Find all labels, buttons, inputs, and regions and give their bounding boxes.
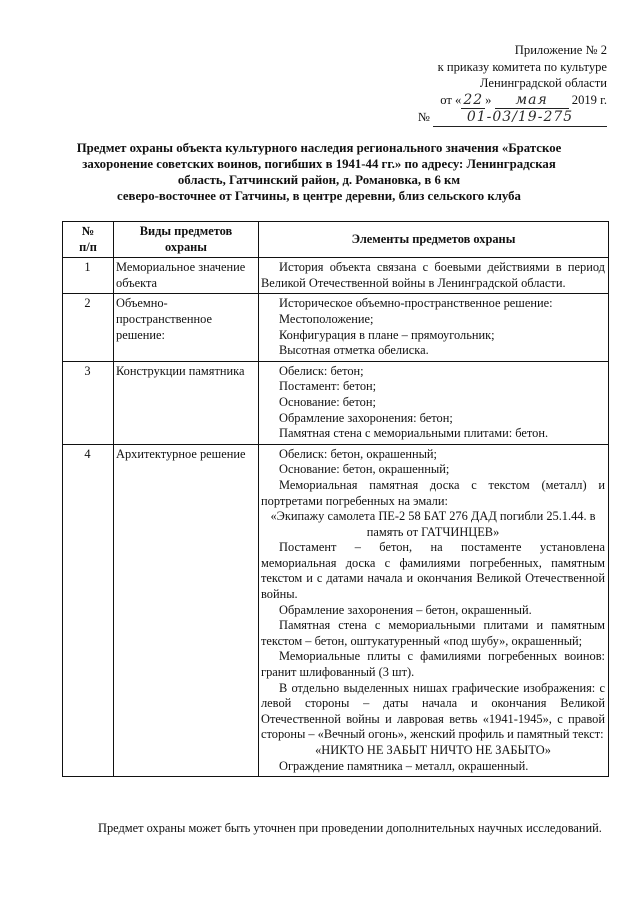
table-row	[63, 294, 609, 361]
row-number: 3	[63, 361, 114, 444]
order-authority: Ленинградской области	[479, 76, 607, 90]
row-number: 1	[63, 258, 114, 294]
row-elements: Обелиск: бетон, окрашенный; Основание: бетон, окрашенный; Мемориальная памятная доска с текстом (металл) и портретами погребенных на эмали: «Экипажу самолета ПЕ-2 58 БАТ 276 ДАД погибли 25.1.44. в память от ГАТЧИНЦЕВ» Постамент – бетон, на постаменте установлена мемориальная доска с фамилиями погребенных, памятным текстом и с датами начала и окончания Великой Отечественной войны. Обрамление захоронения – бетон, окрашенный. Памятная стена с мемориальными плитами и памятным текстом – бетон, оштукатуренный «под шубу», окрашенный; Мемориальные плиты с фамилиями погребенных воинов: гранит шлифованный (3 шт). В отдельно выделенных нишах графические изображения: с левой стороны – даты начала и окончания Великой Отечественной войны и лавровая ветвь «1941-1945», с правой стороны – «Вечный огонь», женский профиль и памятный текст: «НИКТО НЕ ЗАБЫТ НИЧТО НЕ ЗАБЫТО» Ограждение памятника – металл, окрашенный.	[259, 444, 609, 776]
handwritten-number: 01-03/19-275	[433, 109, 607, 127]
row-elements: История объекта связана с боевыми действиями в период Великой Отечественной войны в Ленинградской области.	[259, 258, 609, 294]
document-title: Предмет охраны объекта культурного наследия регионального значения «Братское захоронение советских воинов, погибших в 1941-44 гг.» по адресу: Ленинградская область, Гатчинский район, д. Романовка, в 6 км северо-восточнее от Гатчины, в центре деревни, близ сельского клуба	[76, 141, 562, 203]
row-number: 2	[63, 294, 114, 361]
table-row	[63, 258, 609, 294]
memorial-inscription: «НИКТО НЕ ЗАБЫТ НИЧТО НЕ ЗАБЫТО»	[315, 743, 551, 757]
table-row	[63, 361, 609, 444]
row-type: Мемориальное значение объекта	[114, 258, 259, 294]
column-header-number: № п/п	[63, 222, 114, 258]
footer-note: Предмет охраны может быть уточнен при проведении дополнительных научных исследований.	[98, 821, 602, 835]
protection-table	[62, 221, 609, 777]
row-type: Объемно-пространственное решение:	[114, 294, 259, 361]
order-reference: к приказу комитета по культуре	[437, 59, 607, 74]
table-header-row	[63, 222, 609, 258]
row-number: 4	[63, 444, 114, 776]
column-header-types: Виды предметов охраны	[114, 222, 259, 258]
plaque-inscription: «Экипажу самолета ПЕ-2 58 БАТ 276 ДАД погибли 25.1.44. в память от ГАТЧИНЦЕВ»	[270, 509, 596, 539]
column-header-elements: Элементы предметов охраны	[259, 222, 609, 258]
row-elements: Обелиск: бетон; Постамент: бетон; Основание: бетон; Обрамление захоронения: бетон; Памятная стена с мемориальными плитами: бетон.	[259, 361, 609, 444]
order-number: № 01-03/19-275	[377, 109, 607, 127]
table-row	[63, 444, 609, 776]
row-elements: Историческое объемно-пространственное решение: Местоположение; Конфигурация в плане – прямоугольник; Высотная отметка обелиска.	[259, 294, 609, 361]
appendix-header	[377, 42, 607, 127]
appendix-number: Приложение № 2	[514, 43, 607, 57]
row-type: Конструкции памятника	[114, 361, 259, 444]
row-type: Архитектурное решение	[114, 444, 259, 776]
handwritten-month: мая	[495, 92, 569, 110]
handwritten-day: 22	[463, 91, 484, 108]
order-date: от « 22 » мая 2019 г.	[440, 91, 607, 108]
